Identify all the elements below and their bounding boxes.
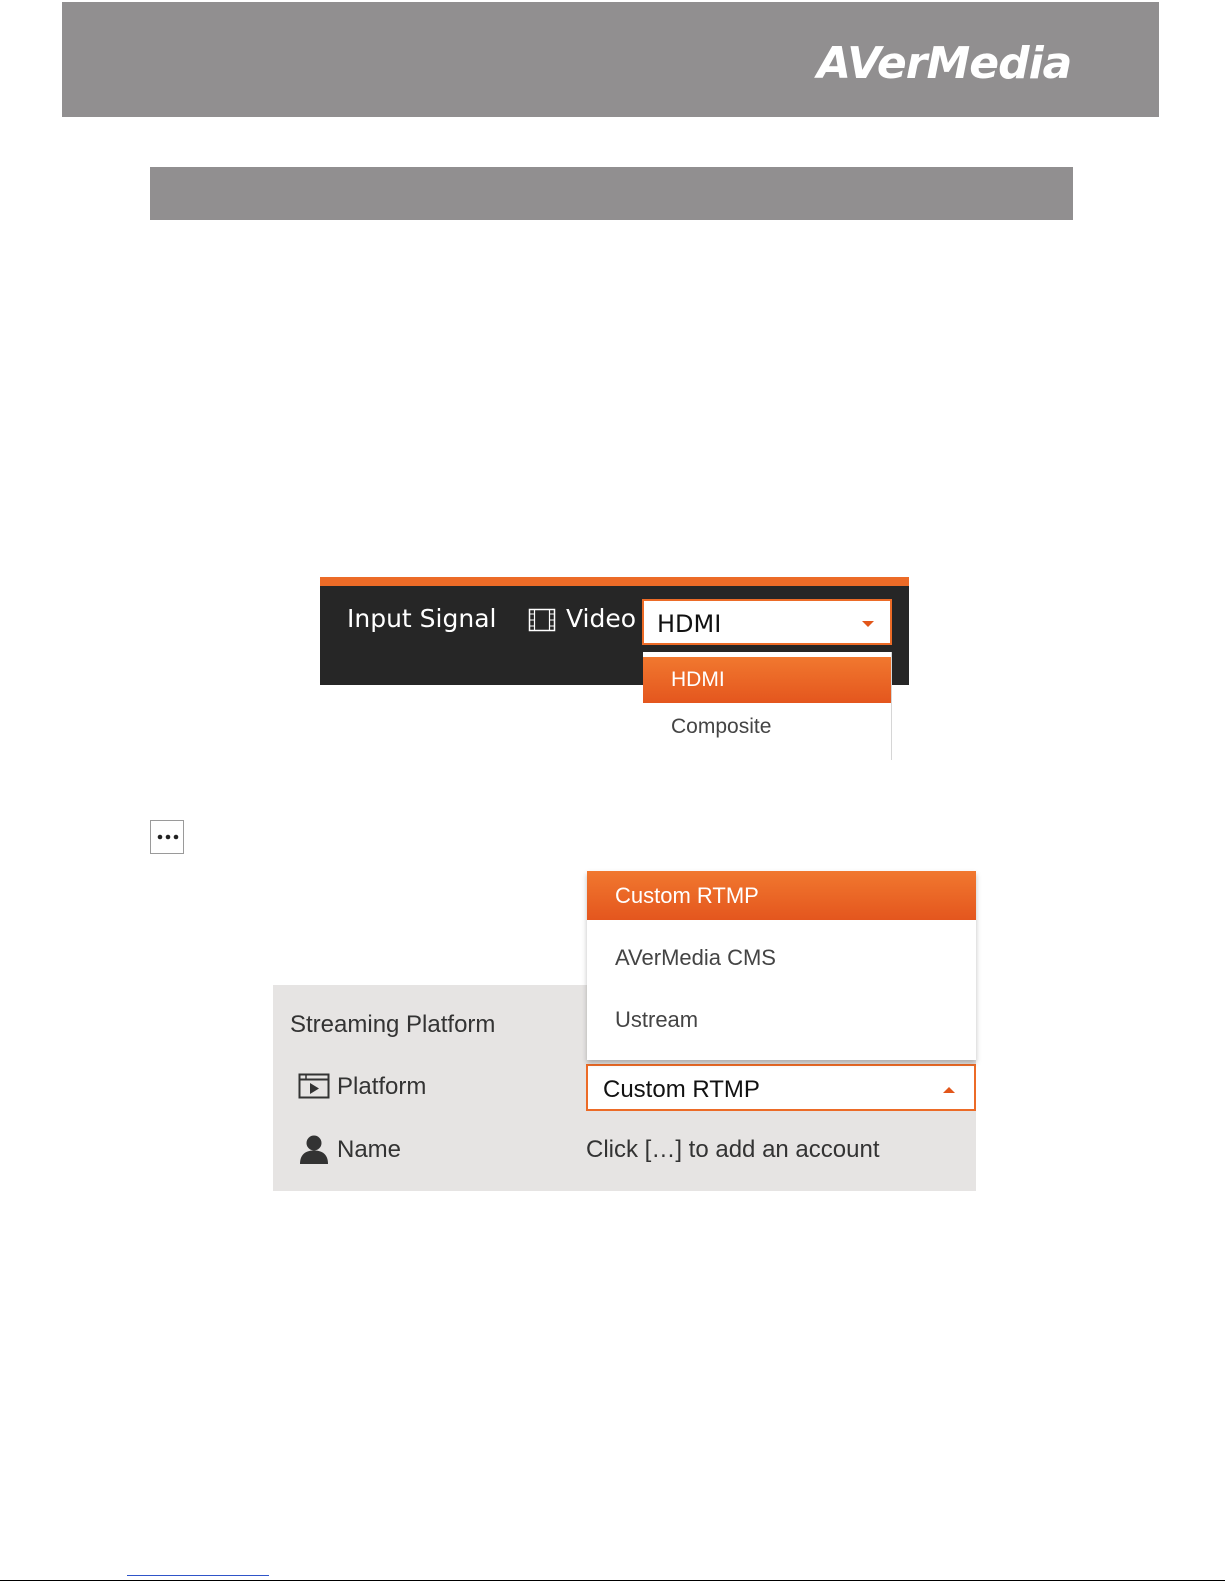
video-select-value: HDMI xyxy=(657,610,722,638)
add-account-hint: Click […] to add an account xyxy=(586,1136,880,1163)
footer-rule xyxy=(0,1580,1225,1581)
menu-item-avermedia-cms[interactable]: AVerMedia CMS xyxy=(615,945,776,970)
platform-select[interactable] xyxy=(586,1064,976,1111)
ellipsis-icon xyxy=(157,833,179,841)
more-button[interactable] xyxy=(150,820,184,854)
menu-item-composite[interactable]: Composite xyxy=(643,704,891,750)
name-label: Name xyxy=(337,1136,402,1163)
film-strip-icon xyxy=(528,608,556,632)
platform-menu xyxy=(587,871,976,1060)
platform-label: Platform xyxy=(337,1073,427,1100)
menu-item-custom-rtmp[interactable]: Custom RTMP xyxy=(587,871,976,920)
input-signal-label: Input Signal xyxy=(347,604,497,633)
play-window-icon xyxy=(298,1073,330,1099)
footer-link-underline xyxy=(127,1575,269,1576)
section-title-bar xyxy=(150,167,1073,220)
video-source-select[interactable] xyxy=(642,599,892,645)
chevron-down-icon xyxy=(862,621,874,627)
panel-accent-bar xyxy=(320,577,909,586)
streaming-platform-title: Streaming Platform xyxy=(290,1011,496,1038)
menu-item-ustream[interactable]: Ustream xyxy=(615,1007,699,1032)
menu-item-hdmi[interactable]: HDMI xyxy=(643,657,891,703)
user-icon xyxy=(298,1134,330,1164)
video-label: Video xyxy=(566,604,637,633)
chevron-up-icon xyxy=(943,1087,955,1093)
platform-select-value: Custom RTMP xyxy=(603,1076,760,1103)
brand-logo: AVerMedia xyxy=(817,38,1072,89)
video-source-menu xyxy=(643,652,892,760)
